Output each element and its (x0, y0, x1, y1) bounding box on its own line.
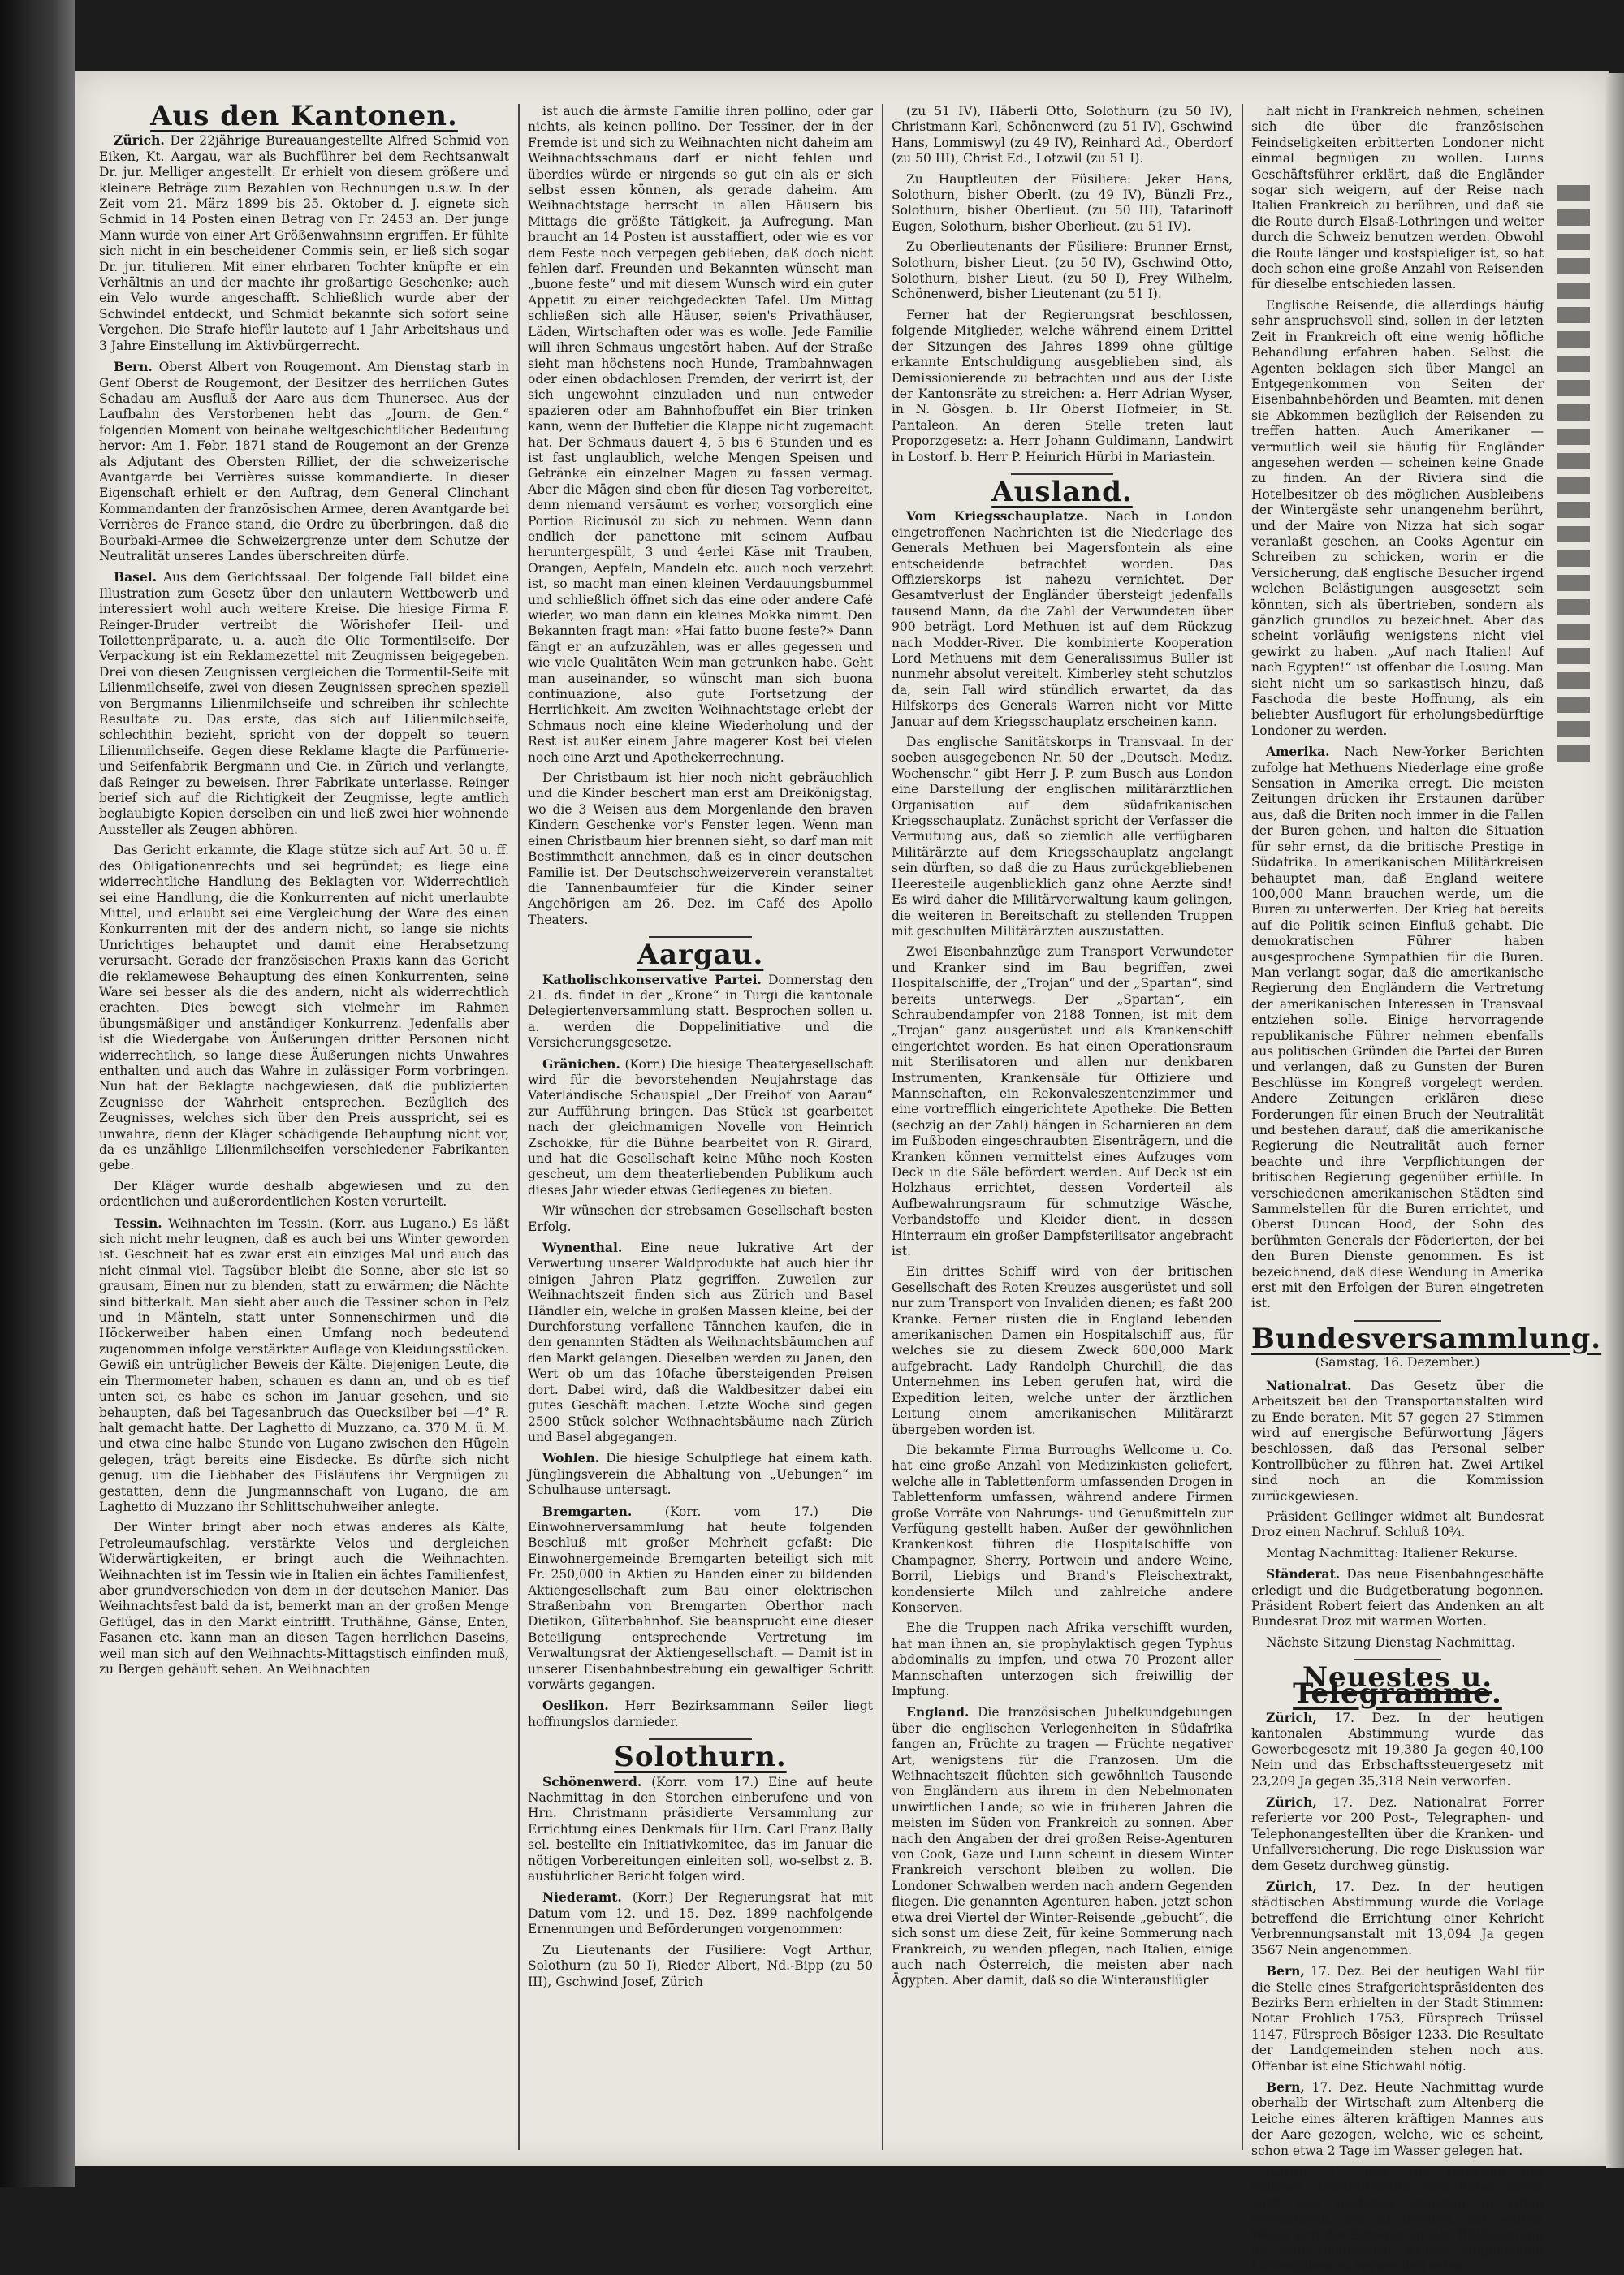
article-text: Das englische Sanitätskorps in Transvaal. In der soeben ausgegebenen Nr. 50 der „Deutsch. Mediz. Wochenschr.“ gibt Herr J. P. zum Busch aus London eine Darstellung der englischen militärärztlichen Organisation auf dem südafrikanischen Kriegsschauplatz. Zunächst spricht der Verfasser die Vermutung aus, daß so ziemlich alle verfügbaren Militärärzte auf dem Kriegsschauplatz angelangt sein dürften, so daß die zu Haus zurückgebliebenen Heeresteile augenblicklich ganz ohne Aerzte sind! Es wird daher die Militärverwaltung kaum gelingen, die weiteren in Bereitschaft zu stellenden Truppen mit geschulten Militärärzten auszustatten. (892, 735, 1233, 939)
section-separator (649, 936, 753, 938)
article-paragraph (528, 1943, 873, 1990)
section-heading: Solothurn. (614, 1741, 787, 1774)
article-paragraph (99, 132, 509, 354)
article-paragraph (528, 1056, 873, 1199)
dateline: Schönenwerd. (542, 1773, 642, 1789)
article-text: Der Kläger wurde deshalb abgewiesen und zu den ordentlichen und außerordentlichen Kosten verurteilt. (99, 1178, 509, 1210)
article-paragraph (528, 1504, 873, 1694)
dateline: Katholischkonservative Partei. (542, 971, 762, 987)
article-paragraph (892, 735, 1233, 939)
dateline: England. (906, 1704, 970, 1720)
article-paragraph (1251, 1879, 1544, 1958)
article-text: Der Christbaum ist hier noch nicht gebräuchlich und die Kinder beschert man erst am Dreikönigstag, wo die 3 Weisen aus dem Morgenlande den braven Kindern Geschenke vor's Fenster legen. Wenn man einen Christbaum hier brennen sieht, so darf man mit Bestimmtheit annehmen, daß es in einer deutschen Familie ist. Der Deutschschweizerverein veranstaltet die Tannenbaumfeier für die Kinder seiner Angehörigen am 26. Dez. im Café des Apollo Theaters. (528, 771, 873, 927)
article-text: Die hiesige Schulpflege hat einem kath. Jünglingsverein die Abhaltung von „Uebungen“ im Schulhause untersagt. (528, 1451, 873, 1498)
article-paragraph (892, 308, 1233, 465)
article-paragraph (1251, 2079, 1544, 2159)
article-paragraph (528, 1240, 873, 1445)
article-text: Aus dem Gerichtssaal. Der folgende Fall bildet eine Illustration zum Gesetz über den unlautern Wettbewerb und interessiert wohl auch weitere Kreise. Die hiesige Firma F. Reinger-Bruder vertreibt die Wörishofer Heil- und Toilettenpräparate, u. a. auch die Olic Tormentilseife. Der Verpackung ist ein Reklamezettel mit Zeugnissen beigegeben. Drei von diesen Zeugnissen vergleichen die Tormentil-Seife mit Lilienmilchseife, zwei von diesen Zeugnissen sprechen speziell von Bergmanns Lilienmilchseife und schreiben ihr schlechte Resultate zu. Das erste, das sich auf Lilienmilchseife, schlechthin bezieht, spricht von der doppelt so teuern Lilienmilchseife. Gegen diese Reklame klagte die Parfümerie- und Seifenfabrik Bergmann und Cie. in Zürich und verlangte, daß Reinger zu beweisen. Ihrer Fabrikate unterlasse. Reinger berief sich auf die Richtigkeit der Zeugnisse, legte amtlich beglaubigte Kopien derselben ein und ließ zwei hier wohnende Aussteller als Zeugen abhören. (99, 570, 509, 837)
article-paragraph (528, 1889, 873, 1937)
article-paragraph (1251, 744, 1544, 1312)
article-text: Zu Lieutenants der Füsiliere: Vogt Arthur, Solothurn (zu 50 I), Rieder Albert, Nd.-Bipp (zu 50 III), Gschwind Josef, Zürich (528, 1942, 873, 1989)
article-paragraph (528, 1203, 873, 1235)
article-text: Nächste Sitzung Dienstag Nachmittag. (1266, 1634, 1516, 1650)
column-1 (99, 100, 509, 2150)
dateline: Basel. (114, 569, 158, 585)
section-separator (1354, 1320, 1441, 1322)
article-text: Herr Bezirksammann Seiler liegt hoffnungslos darnieder. (528, 1699, 873, 1729)
article-text: Die französischen Jubelkundgebungen über die englischen Verlegenheiten in Südafrika fangen an, Früchte zu tragen — Früchte negativer Art, wenigstens für die Franzosen. Um die Weihnachtszeit flüchten sich gewöhnlich Tausende von Engländern aus ihrem in den Nebelmonaten unwirtlichen Lande; so wie in früheren Jahren die meisten im Süden von Frankreich zu sonnen. Aber nach den Angaben der drei großen Reise-Agenturen von Cook, Gaze und Lunn scheint in diesem Winter Frankreich verschont bleiben zu wollen. Die Londoner Schwalben werden nach andern Gegenden fliegen. Die genannten Agenturen haben, jetzt schon etwa drei Viertel der Winter-Reisende „gebucht“, die sich sonst um diese Zeit, für keine Sommerung nach Frankreich, zu wenden pflegen, nach Italien, einige auch nach Österreich, die meisten aber nach Ägypten. Aber damit, daß so die Winterausflügler (892, 1705, 1233, 1988)
article-paragraph (892, 1264, 1233, 1437)
section-separator (1354, 1659, 1441, 1660)
article-paragraph (528, 1450, 873, 1498)
article-text: Präsident Geilinger widmet alt Bundesrat Droz einen Nachruf. Schluß 10¾. (1251, 1509, 1544, 1540)
article-text: (Korr. vom 17.) Eine auf heute Nachmittag in den Storchen einberufene und von Hrn. Christmann präsidierte Versammlung zur Errichtung eines Denkmals für Hrn. Carl Franz Bally sel. bestellte ein Initiativkomitee, das im Januar die nötigen Vorbereitungen einleiten soll, wo-selbst z. B. ausführlicher Bericht folgen wird. (528, 1774, 873, 1884)
article-paragraph (99, 1520, 509, 1677)
article-paragraph (1251, 1710, 1544, 1789)
dateline: Tessin. (114, 1215, 162, 1231)
dateline: Niederamt. (542, 1889, 622, 1906)
article-text: Oberst Albert von Rougemont. Am Dienstag starb in Genf Oberst de Rougemont, der Besitzer des herrlichen Gutes Schadau am Ausfluß der Aare aus dem Thunersee. Aus der Laufbahn des Verstorbenen hebt das „Journ. de Gen.“ folgenden Moment von beinahe weltgeschichtlicher Bedeutung hervor: Am 1. Febr. 1871 stand de Rougemont an der Grenze als Adjutant des Obersten Rilliet, der die schweizerische Avantgarde bei Verrières suisse kommandierte. In dieser Eigenschaft erhielt er den Auftrag, dem General Clinchant Kommandanten der französischen Armee, deren Avantgarde bei Verrières de France stand, die Ordre zu überbringen, daß die Bourbaki-Armee die Schweizergrenze unter dem Schutze der Neutralität unseres Landes überschreiten dürfe. (99, 360, 509, 563)
dateline: Zürich, (1266, 1879, 1317, 1895)
article-text: Englische Reisende, die allerdings häufig sehr anspruchsvoll sind, sollen in der letzten Zeit in Frankreich oft eine wenig höfliche Behandlung erfahren haben. Selbst die Agenten beklagen sich über Mangel an Entgegenkommen von Seiten der Eisenbahnbehörden und Beamten, mit denen sie Abkommen bezüglich der Reisenden zu treffen hatten. Auch Amerikaner — vermutlich weil sie häufig für Engländer angesehen werden — scheinen keine Gnade zu finden. An der Riviera sind die Hotelbesitzer ob des möglichen Ausbleibens der Wintergäste sehr unangenehm berührt, und der Maire von Nizza hat sich sogar veranlaßt gesehen, an Cooks Agentur ein Schreiben zu schicken, worin er die Versicherung, daß englische Besucher irgend welchen Belästigungen ausgesetzt sein könnten, sich als übertrieben, sondern als gänzlich grundlos zu bezeichnet. Aber das scheint vorläufig wenigstens nicht viel gewirkt zu haben. „Auf nach Italien! Auf nach Egypten!“ ist offenbar die Losung. Man sieht nicht um so sarkastisch hinzu, daß Faschoda die beste Hoffnung, als ein beliebter Ausflugort für erholungsbedürftige Londoner zu werden. (1251, 297, 1544, 738)
dateline: Amerika. (1266, 744, 1330, 760)
article-paragraph (528, 104, 873, 766)
article-paragraph (1251, 1566, 1544, 1630)
article-text: (Korr. vom 17.) Die Einwohnerversammlung hat heute folgenden Beschluß mit großer Mehrheit gefaßt: Die Einwohnergemeinde Bremgarten beteiligt sich mit Fr. 250,000 in Aktien zu Handen einer zu bildenden Aktiengesellschaft zum Bau einer elektrischen Straßenbahn von Bremgarten Oberthor nach Dietikon, Güterbahnhof. Sie beansprucht eine dieser Beteiligung entsprechende Vertretung im Verwaltungsrat der Aktiengesellschaft. — Damit ist in unserer Eisenbahnbestrebung ein gewaltiger Schritt vorwärts gegangen. (528, 1504, 873, 1692)
dateline: Gränichen. (542, 1055, 620, 1072)
article-text: 17. Dez. In der heutigen kantonalen Abstimmung wurde das Gewerbegesetz mit 19,380 Ja gegen 40,100 Nein und das Erbschaftssteuergesetz mit 23,209 Ja gegen 35,318 Nein verworfen. (1251, 1711, 1544, 1789)
article-paragraph (892, 944, 1233, 1259)
dateline: Bern, (1266, 1963, 1305, 1979)
article-text: Der 22jährige Bureauangestellte Alfred Schmid von Eiken, Kt. Aargau, war als Buchführer bei dem Rechtsanwalt Dr. jur. Melliger angestellt. Er erhielt von diesem größere und kleinere Beträge zum Bezahlen von Rechnungen u.s.w. In der Zeit vom 21. März 1899 bis 25. Oktober d. J. eignete sich Schmid in 14 Posten einen Betrag von Fr. 2453 an. Der junge Mann wurde von einer Art Größenwahnsinn ergriffen. Er fühlte sich nicht in ein bescheidener Commis sein, er ließ sich sogar Dr. jur. titulieren. Mit einer ehrbaren Tochter knüpfte er ein Verhältnis an und der machte ihr großartige Geschenke; auch ein Velo wurde angeschafft. Schließlich wurde aber der Schwindel entdeckt, und Schmidt bekannte sich sofort seine Vergehen. Die Strafe hiefür lautete auf 1 Jahr Arbeitshaus und 3 Jahre Einstellung im Aktivbürgerrecht. (99, 133, 509, 353)
section-heading: Aargau. (637, 939, 764, 972)
article-text: 17. Dez. Heute Nachmittag wurde oberhalb der Wirtschaft zum Altenberg die Leiche eines älteren kräftigen Mannes aus der Aare gezogen, welche, wie es scheint, schon etwa 2 Tage im Wasser gelegen hat. (1251, 2079, 1544, 2158)
article-text: 17. Dez. In der heutigen städtischen Abstimmung wurde die Vorlage betreffend die Errichtung einer Kehricht Verbrennungsanstalt mit 13,094 Ja gegen 3567 Nein angenommen. (1251, 1880, 1544, 1958)
article-paragraph (1251, 1378, 1544, 1504)
dateline: Wynenthal. (542, 1240, 623, 1256)
column-rule (882, 104, 883, 2150)
section-separator (649, 1738, 753, 1740)
article-text: Der Winter bringt aber noch etwas anderes als Kälte, Petroleumaufschlag, verstärkte Velos und dergleichen Widerwärtigkeiten, er bringt auch die Weihnachten. Weihnachten ist im Tessin wie in Italien ein ächtes Familienfest, aber grundverschieden von dem in der deutschen Manier. Das Weihnachtsfest bald da ist, bemerkt man an der großen Menge Geflügel, das in den Markt eintrifft. Truthähne, Gänse, Enten, Fasanen etc. kann man an diesen Tagen herrlichen Daseins, weil man sich auf den Weihnachts-Mittagstisch einfinden muß, zu Bergen gehäuft sehen. An Weihnachten (99, 1520, 509, 1677)
article-paragraph (1251, 1635, 1544, 1651)
article-text: Nach New-Yorker Berichten zufolge hat Methuens Niederlage eine große Sensation in Amerika erregt. Die meisten Zeitungen drücken ihr Erstaunen darüber aus, daß die Briten noch immer in die Fallen der Buren gehen, und halten die Situation für sehr ernst, da die britische Prestige in Südafrika. In amerikanischen Militärkreisen behauptet man, daß England weitere 100,000 Mann brauchen werde, um die Buren zu unterwerfen. Der Krieg hat bereits auf die Politik seinen Einfluß gehabt. Die demokratischen Führer haben ausgesprochene Sympathien für die Buren. Man verlangt sogar, daß die amerikanische Regierung den Engländern die Vertretung der amerikanischen Interessen in Transvaal entziehen solle. Einige hervorragende republikanische Führer nehmen ebenfalls aus politischen Gründen die Partei der Buren und verlangen, daß zu Gunsten der Buren Beschlüsse im Kongreß vorgelegt werden. Andere Zeitungen erklären diese Forderungen für einen Bruch der Neutralität und bestehen darauf, daß die amerikanische Regierung die Neutralität auch ferner beachte und ihre Verpflichtungen der britischen Regierung gegenüber erfülle. In verschiedenen amerikanischen Städten sind Sammelstellen für die Buren errichtet, und Oberst Duncan Hood, der Sohn des berühmten Generals der Föderierten, der bei den Buren Dienste genommen. Es ist bezeichnend, daß diese Wendung in Amerika erst mit den Erfolgen der Buren eingetreten ist. (1251, 745, 1544, 1311)
article-text: ist auch die ärmste Familie ihren pollino, oder gar nichts, als keinen pollino. Der Tessiner, der in der Fremde ist und sich zu Weihnachten nicht daheim am Weihnachtsschmaus darf er nicht fehlen und überdies würde er nirgends so gut ein als er sich selbst essen können, als gerade daheim. Am Weihnachtstage herrscht in allen Häusern bis Mittags die größte Tätigkeit, ja Aufregung. Man braucht an 14 Posten ist ausstaffiert, oder wie es vor dem Feste noch verpegen geblieben, daß doch nicht fehlen darf. Freunden und Bekannten wünscht man „buone feste“ und mit diesem Wunsch wird ein guter Appetit zu einer reichgedeckten Tafel. Um Mittag schließen sich alle Häuser, seien's Privathäuser, Läden, Wirtschaften oder was es wolle. Jede Familie will ihren Schmaus ungestört haben. Auf der Straße sieht man höchstens noch Hunde, Trambahnwagen oder einen obdachlosen Fremden, der verirrt ist, der sich ungewohnt einzuladen und nun entweder spazieren oder am Bahnhofbuffet ein Bier trinken kann, wenn der Buffetier die Klappe nicht zugemacht hat. Der Schmaus dauert 4, 5 bis 6 Stunden und es ist fast unglaublich, welche Mengen Speisen und Getränke ein einzelner Magen zu fassen vermag. Aber die Mägen sind eben für diesen Tag vorbereitet, denn niemand versäumt es vorher, vorsorglich eine Portion Ricinusöl zu sich zu nehmen. Wenn dann endlich der panettone mit seinem Aufbau heruntergespült, 3 und 4erlei Käse mit Trauben, Orangen, Aepfeln, Mandeln etc. auch noch verzehrt ist, so macht man einen kleinen Verdauungsbummel und schließlich öffnet sich das eine oder andere Café wieder, wo man dann ein kleines Mokka nimmt. Den Bekannten fragt man: «Hai fatto buone feste?» Dann fängt er an aufzuzählen, was er alles gegessen und wie viele Qualitäten Wein man getrunken habe. Geht man auseinander, so wünscht man sich buona continuazione, also gute Fortsetzung der Herrlichkeit. Am zweiten Weihnachtstage erlebt der Schmaus noch eine kleine Wiederholung und der Rest ist außer einem Jahre magerer Kost bei vielen noch eine Arzt und Apothekerrechnung. (528, 104, 873, 765)
article-paragraph (1251, 104, 1544, 293)
dateline: Zürich, (1266, 1794, 1317, 1811)
dateline: Zürich. (114, 132, 165, 149)
article-paragraph (892, 1621, 1233, 1699)
article-text: 17. Dez. Bei der heutigen Wahl für die Stelle eines Strafgerichtspräsidenten des Bezirks Bern erhielten in der Stadt Stimmen: Notar Frohlich 1753, Fürsprech Trüssel 1147, Fürsprech Bösiger 1233. Die Resultate der Landgemeinden stehen noch aus. Offenbar ist eine Stichwahl nötig. (1251, 1964, 1544, 2074)
section-heading: Neuestes u. Telegramme. (1293, 1661, 1502, 1710)
article-paragraph (892, 172, 1233, 235)
article-text: Die bekannte Firma Burroughs Wellcome u. Co. hat eine große Anzahl von Medizinkisten geliefert, welche alle in Tablettenform umfassenden Drogen in Tablettenform umfassen, während andere Firmen große Vorräte von Nahrungs- und Genußmitteln zur Verfügung gestellt haben. Außer der gewöhnlichen Krankenkost führen die Hospitalschiffe von Champagner, Sherry, Portwein und andere Weine, Borril, Liebigs und Brand's Fleischextrakt, kondensierte Milch und zahlreiche andere Konserven. (892, 1442, 1233, 1615)
article-paragraph (528, 1698, 873, 1730)
dateline: Wohlen. (542, 1450, 600, 1466)
column-3 (892, 104, 1233, 2150)
column-4 (1251, 104, 1602, 2274)
article-paragraph (892, 508, 1233, 730)
section-heading: Aus den Kantonen. (150, 100, 458, 132)
article-paragraph (99, 569, 509, 838)
article-text: Eine neue lukrative Art der Verwertung unserer Waldprodukte hat auch hier ihr einigen Jahren Platz gegriffen. Zuweilen zur Weihnachtszeit finden sich aus Zürich und Basel Händler ein, welche in großen Massen kleine, bei der Durchforstung verfallene Tännchen kaufen, die in den genannten Städten als Weihnachtsbäumchen auf den Markt gelangen. Dieselben werden zu Janen, den Wert ob um das 10fache übersteigenden Preisen dort. Dabei wird, daß die Waldbesitzer dabei ein gutes Geschäft machen. Letzte Woche sind gegen 2500 Stück solcher Weihnachtsbäume nach Zürich und Basel abgegangen. (528, 1241, 873, 1444)
article-paragraph (1251, 1963, 1544, 2074)
article-text: Montag Nachmittag: Italiener Rekurse. (1266, 1545, 1518, 1561)
article-text: (Korr.) Die hiesige Theatergesellschaft wird für die bevorstehenden Neujahrstage das Vaterländische Schauspiel „Der Freihof von Aarau“ zur Aufführung bringen. Das Stück ist gearbeitet nach der gleichnamigen Novelle von Heinrich Zschokke, für die Bühne bearbeitet von R. Girard, und hat die Gesellschaft keine Mühe noch Kosten gescheut, um dem theaterliebenden Publikum auch dieses Jahr wieder etwas Gediegenes zu bieten. (528, 1056, 873, 1198)
article-text: Ferner hat der Regierungsrat beschlossen, folgende Mitglieder, welche während einem Drittel der Sitzungen des Jahres 1899 ohne gültige erkannte Entschuldigung ausgeblieben sind, als Demissionierende zu betrachten und aus der Liste der Kantonsräte zu streichen: a. Herr Adrian Wyser, in N. Gösgen. b. Hr. Oberst Hofmeier, in St. Pantaleon. An deren Stelle treten laut Proporzgesetz: a. Herr Johann Guldimann, Landwirt in Lostorf. b. Herr P. Heinrich Hürbi in Mariastein. (892, 307, 1233, 464)
article-paragraph (892, 1704, 1233, 1988)
dateline: Nationalrat. (1266, 1377, 1352, 1393)
column-2 (528, 104, 873, 2150)
article-text: halt nicht in Frankreich nehmen, scheinen sich die über die französischen Feindseligkeiten erbitterten Londoner nicht einmal begnügen zu wollen. Lunns Geschäftsführer erklärt, daß die Engländer sogar sich weigern, auf der Reise nach Italien Frankreich zu berühren, und daß sie die Route durch Elsaß-Lothringen und weiter durch die Schweiz benutzen werden. Obwohl die Route länger und kostspieliger ist, so hat doch schon eine große Anzahl von Reisenden für dieselbe entschieden lassen. (1251, 104, 1544, 292)
section-separator (1011, 473, 1113, 475)
article-paragraph (99, 1215, 509, 1516)
article-text: Weihnachten im Tessin. (Korr. aus Lugano.) Es läßt sich nicht mehr leugnen, daß es auch bei uns Winter geworden ist. Geschneit hat es zwar erst ein einziges Mal und auch das nicht einmal viel. Tagsüber bleibt die Sonne, aber sie ist so grausam, Einen nur zu blenden, statt zu erwärmen; die Nächte sind bitterkalt. Man sieht aber auch die Tessiner schon in Pelz und in Mänteln, statt unter Sonnenschirmen und die Höckerweiber haben einen Umfang noch bedeutend zugenommen infolge verstärkter Auflage von Kleidungsstücken. Gewiß ein untrüglicher Beweis der Kälte. Diejenigen Leute, die ein Thermometer haben, schauen es dann an, und ob es tief unten sei, es habe es schon im Januar gesehen, und sie behaupten, daß bei Tagesanbruch das Quecksilber bei —4° R. halt gemacht hatte. Der Laghetto di Muzzano, ca. 370 M. ü. M. und etwa eine halbe Stunde von Lugano zwischen den Hügeln gelegen, trägt bereits eine Eisdecke. Es dürfte sich nicht genug, um die Liebhaber des Eisläufens ihr Vergnügen zu gestatten, denn die Jungmannschaft von Lugano, die am Laghetto di Muzzano ihr Schlittschuhweiher anlegte. (99, 1215, 509, 1514)
article-paragraph (892, 104, 1233, 167)
article-paragraph (1251, 1546, 1544, 1561)
section-heading: Ausland. (991, 475, 1133, 508)
article-text: Ehe die Truppen nach Afrika verschifft wurden, hat man ihnen an, sie prophylaktisch gegen Typhus abdominalis zu impfen, und etwa 70 Prozent aller Mannschaften unterzogen sich freiwillig der Impfung. (892, 1621, 1233, 1699)
article-paragraph (1251, 2164, 1544, 2275)
dateline: Bern. (114, 359, 153, 375)
adjacent-page-edge (1557, 185, 1590, 2117)
article-paragraph (99, 843, 509, 1174)
dateline: Oeslikon. (542, 1698, 609, 1714)
article-paragraph (892, 1443, 1233, 1616)
dateline: Bern, (1266, 2079, 1305, 2095)
article-text: 17. Dez. Nationalrat Forrer referierte vor 200 Post-, Telegraphen- und Telephonangestellten über die Kranken- und Unfallversicherung. Die rege Diskussion war dem Gesetz durchweg günstig. (1251, 1795, 1544, 1873)
article-paragraph (528, 771, 873, 928)
article-paragraph (1251, 1509, 1544, 1541)
binding-shadow-right (1606, 73, 1624, 2168)
article-text: Das Gericht erkannte, die Klage stütze sich auf Art. 50 u. ff. des Obligationenrechts und sei begründet; es liege eine widerrechtliche Handlung des Beklagten vor. Widerrechtlich sei eine Handlung, die die Konkurrenten auf nicht unerlaubte Mittel, und erlaubt sei eine Vergleichung der Ware des einen Konkurrenten mit der des andern nicht, so lange sie nichts Unrichtiges behauptet und damit eine Herabsetzung verursacht. Gerade der französischen Praxis kann das Gericht die reklamewese Behauptung des einen Konkurrenten, seine Ware sei besser als die des andern, nicht als widerrechtlich erachten. Dies bewegt sich vielmehr im Rahmen übungsmäßiger und anständiger Konkurrenz. Jedenfalls aber ist die Wiedergabe von Äußerungen dritter Personen nicht widerrechtlich, so lange diese Äußerungen nichts Unwahres enthalten und auch das Wahre in zulässiger Form vorbringen. Nun hat der Beklagte nachgewiesen, daß die publizierten Zeugnisse der Wahrheit entsprechen. Bezüglich des Zeugnisses, welches sich über den Preis ausspricht, sei es unwahre, denn der Kläger schädigende Behauptung nicht vor, da es unzählige Lilienmilchseifen verschiedener Fabrikanten gebe. (99, 843, 509, 1173)
article-text: Zwei Eisenbahnzüge zum Transport Verwundeter und Kranker sind im Bau begriffen, zwei Hospitalschiffe, der „Trojan“ und der „Spartan“, sind bereits unterwegs. Der „Spartan“, ein Schraubendampfer von 2188 Tonnen, ist mit dem „Trojan“ ganz ausgerüstet und als Krankenschiff eingerichtet worden. Es hat einen Operationsraum mit Sterilisatoren und allen nur denkbaren Instrumenten, Krankensäle für Offiziere und Mannschaften, ein Rekonvaleszentenzimmer und eine vortrefflich eingerichtete Apotheke. Die Betten (sechzig an der Zahl) hängen in Scharnieren an dem im Fußboden eingeschraubten Eisenträgern, und die Kranken können vermittelst eines Aufzuges vom Deck in die Säle befördert werden. Auf Deck ist ein Holzhaus errichtet, dessen Vorderteil als Aufbewahrungsraum für schmutzige Wäsche, Verbandstoffe und Kleider dient, in dessen Hinterraum ein großer Dampfsterilisator angebracht ist. (892, 944, 1233, 1259)
article-text: (zu 51 IV), Häberli Otto, Solothurn (zu 50 IV), Christmann Karl, Schönenwerd (zu 51 IV), Gschwind Hans, Lommiswyl (zu 49 IV), Reinhard Ad., Oberdorf (zu 50 III), Christ Ed., Lotzwil (zu 51 I). (892, 104, 1233, 166)
dateline: Aarau, (1266, 2163, 1312, 2179)
article-paragraph (528, 1774, 873, 1885)
section-heading: Bundesversammlung. (1251, 1322, 1602, 1355)
column-rule (518, 104, 520, 2150)
article-paragraph (1251, 298, 1544, 739)
article-paragraph (99, 1179, 509, 1211)
dateline: Ständerat. (1266, 1566, 1341, 1582)
article-text: Donnerstag den 21. ds. findet in der „Krone“ in Turgi die kantonale Delegiertenversammlung statt. Besprochen sollen u. a. werden die Doppelinitiative und die Versicherungsgesetze. (528, 972, 873, 1051)
article-text: Zu Oberlieutenants der Füsiliere: Brunner Ernst, Solothurn, bisher Lieut. (zu 50 IV), Gschwind Otto, Solothurn, bisher Lieut. (zu 50 I), Frey Wilhelm, Schönenwerd, bisher Lieutenant (zu 51 I). (892, 240, 1233, 302)
newspaper-page (75, 71, 1609, 2274)
article-text: (Korr.) Der Regierungsrat hat mit Datum vom 12. und 15. Dez. 1899 nachfolgende Ernennungen und Beförderungen vorgenommen: (528, 1890, 873, 1937)
article-text: Das Gesetz über die Arbeitszeit bei den Transportanstalten wird zu Ende beraten. Mit 57 gegen 27 Stimmen wird auf energische Befürwortung Jägers beschlossen, daß das Personal selber Kontrollbücher zu führen hat. Zwei Artikel sind noch an die Kommission zurückgewiesen. (1251, 1378, 1544, 1504)
article-text: Nach in London eingetroffenen Nachrichten ist die Niederlage des Generals Methuen bei Magersfontein als eine entscheidende betrachtet worden. Das Offizierskorps ist nahezu vernichtet. Der Gesamtverlust der Engländer übersteigt jedenfalls tausend Mann, da die Zahl der Verwundeten über 900 beträgt. Lord Methuen ist auf dem Rückzug nach Modder-River. Die kombinierte Kooperation Lord Methuens mit dem Generalissimus Buller ist nunmehr absolut vereitelt. Kimberley steht schutzlos da, sein Fall wird stündlich erwartet, da das Hilfskorps des Generals Warren nicht vor Mitte Januar auf dem Kriegsschauplatz erscheinen kann. (892, 509, 1233, 729)
article-text: Zu Hauptleuten der Füsiliere: Jeker Hans, Solothurn, bisher Oberlt. (zu 49 IV), Bünzli Frz., Solothurn, bisher Oberlieut. (zu 50 III), Tatarinoff Eugen, Solothurn, bisher Oberlieut. (zu 51 IV). (892, 171, 1233, 234)
article-paragraph (99, 359, 509, 564)
dateline: Zürich, (1266, 1710, 1317, 1725)
section-subheading: (Samstag, 16. Dezember.) (1315, 1355, 1480, 1371)
article-text: 17. Dez. Die Direktion des Schweiz. Centralvereins vom Roten Kreuz wird sich nächsten Dienstag in Olten versammeln, um zu beraten, auf welche Weise sich die Schweiz an der Hülfeleistung im Südafrikanischen Kriege eingehenden Liebesgaben zu verwenden seien. (1251, 2164, 1544, 2274)
binding-shadow-left (0, 0, 75, 2187)
dateline: Bremgarten. (542, 1503, 633, 1519)
column-rule (1242, 104, 1243, 2150)
article-paragraph (1251, 1794, 1544, 1874)
article-text: Ein drittes Schiff wird von der britischen Gesellschaft des Roten Kreuzes ausgerüstet und soll nur zum Transport von Invaliden dienen; es faßt 200 Kranke. Ferner rüsten die in England lebenden amerikanischen Damen ein Hospitalschiff aus, für welches sie zu diesem Zweck 600,000 Mark aufgebracht. Lady Randolph Churchill, die das Unternehmen ins Leben gerufen hat, wird die Expedition leiten, welche unter der ärztlichen Leitung einem amerikanischen Militärarzt übergeben worden ist. (892, 1264, 1233, 1437)
article-paragraph (528, 972, 873, 1051)
dateline: Vom Kriegsschauplatze. (906, 508, 1089, 525)
article-text: Wir wünschen der strebsamen Gesellschaft besten Erfolg. (528, 1203, 873, 1234)
article-paragraph (892, 240, 1233, 303)
article-text: Das neue Eisenbahngeschäfte erledigt und die Budgetberatung begonnen. Präsident Robert feiert das Andenken an alt Bundesrat Droz mit warmen Worten. (1251, 1567, 1544, 1630)
